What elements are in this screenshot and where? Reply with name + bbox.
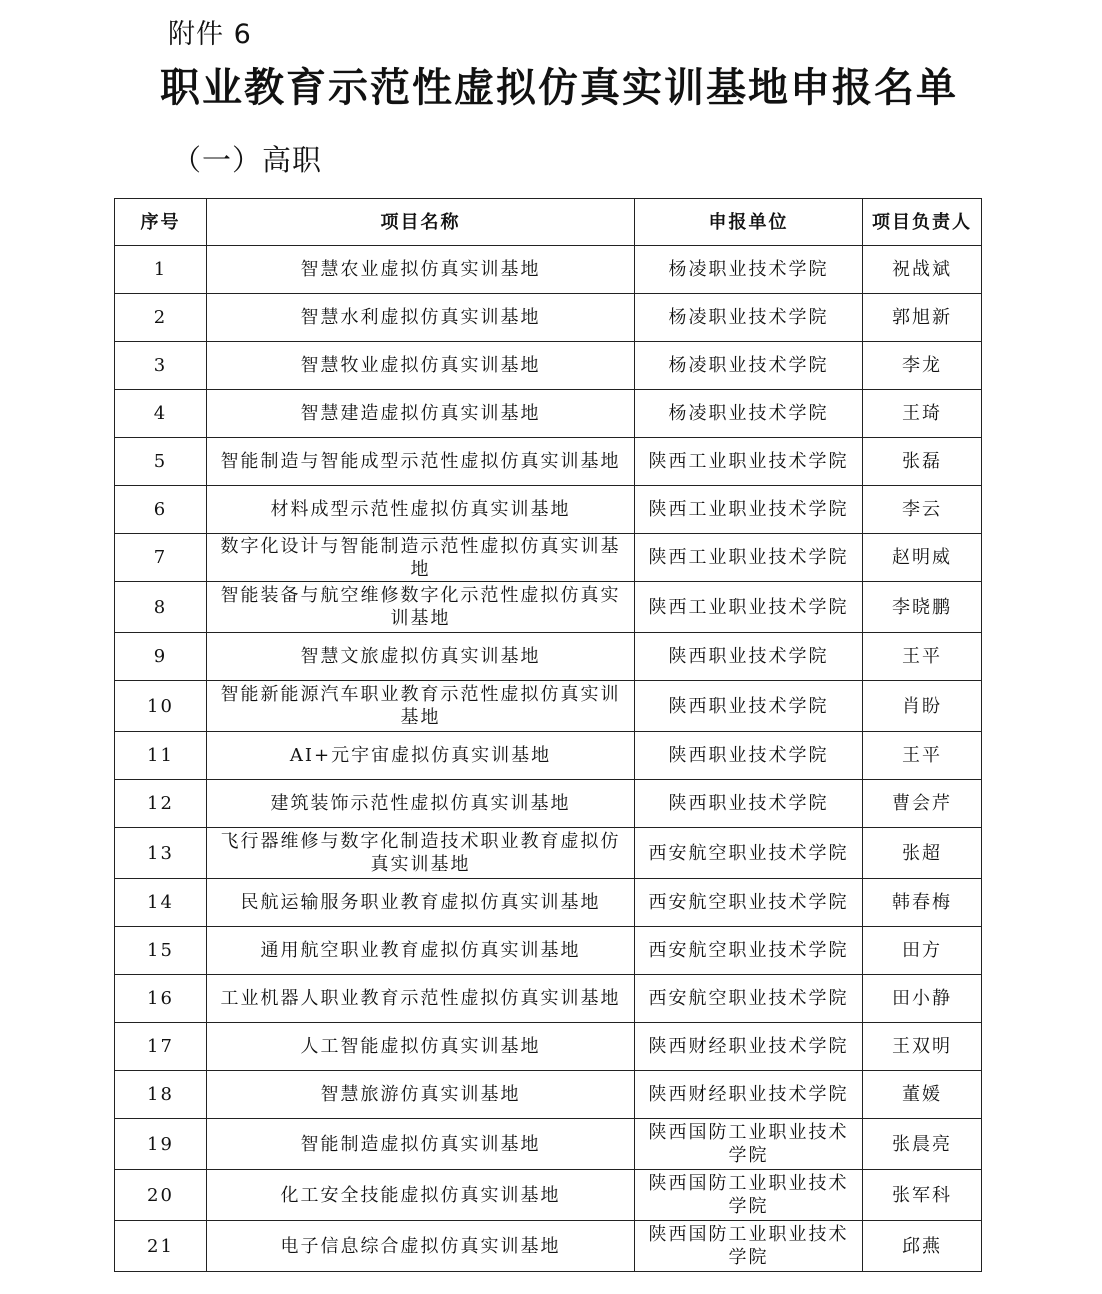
cell-applicant-unit: 陕西工业职业技术学院 <box>635 534 863 582</box>
cell-project-lead: 王平 <box>863 633 982 681</box>
header-project-lead: 项目负责人 <box>863 199 982 246</box>
cell-project-lead: 李云 <box>863 486 982 534</box>
cell-applicant-unit: 陕西工业职业技术学院 <box>635 582 863 633</box>
cell-project-lead: 肖盼 <box>863 681 982 732</box>
cell-applicant-unit: 陕西国防工业职业技术学院 <box>635 1119 863 1170</box>
cell-project-lead: 李晓鹏 <box>863 582 982 633</box>
cell-applicant-unit: 杨凌职业技术学院 <box>635 246 863 294</box>
cell-project-name: 智能制造与智能成型示范性虚拟仿真实训基地 <box>207 438 635 486</box>
table-row <box>115 582 982 633</box>
cell-project-lead: 张军科 <box>863 1170 982 1221</box>
table-row <box>115 1170 982 1221</box>
cell-project-name: 数字化设计与智能制造示范性虚拟仿真实训基地 <box>207 534 635 582</box>
table-row <box>115 1071 982 1119</box>
table-row <box>115 927 982 975</box>
header-project-name: 项目名称 <box>207 199 635 246</box>
cell-applicant-unit: 西安航空职业技术学院 <box>635 879 863 927</box>
cell-applicant-unit: 陕西职业技术学院 <box>635 780 863 828</box>
cell-number: 11 <box>115 732 207 780</box>
cell-project-lead: 祝战斌 <box>863 246 982 294</box>
attachment-label: 附件 6 <box>168 19 252 50</box>
cell-project-lead: 曹会芹 <box>863 780 982 828</box>
cell-project-name: 工业机器人职业教育示范性虚拟仿真实训基地 <box>207 975 635 1023</box>
cell-project-name: 智慧水利虚拟仿真实训基地 <box>207 294 635 342</box>
cell-applicant-unit: 陕西财经职业技术学院 <box>635 1023 863 1071</box>
cell-project-name: 智能装备与航空维修数字化示范性虚拟仿真实训基地 <box>207 582 635 633</box>
cell-project-lead: 董媛 <box>863 1071 982 1119</box>
cell-project-lead: 王双明 <box>863 1023 982 1071</box>
cell-applicant-unit: 陕西职业技术学院 <box>635 633 863 681</box>
table-row <box>115 246 982 294</box>
cell-applicant-unit: 杨凌职业技术学院 <box>635 342 863 390</box>
cell-project-name: 智慧牧业虚拟仿真实训基地 <box>207 342 635 390</box>
cell-number: 21 <box>115 1221 207 1272</box>
cell-number: 15 <box>115 927 207 975</box>
cell-number: 12 <box>115 780 207 828</box>
cell-applicant-unit: 陕西职业技术学院 <box>635 681 863 732</box>
cell-applicant-unit: 陕西工业职业技术学院 <box>635 438 863 486</box>
cell-applicant-unit: 杨凌职业技术学院 <box>635 294 863 342</box>
cell-number: 4 <box>115 390 207 438</box>
cell-applicant-unit: 陕西财经职业技术学院 <box>635 1071 863 1119</box>
cell-applicant-unit: 陕西国防工业职业技术学院 <box>635 1170 863 1221</box>
cell-project-name: 材料成型示范性虚拟仿真实训基地 <box>207 486 635 534</box>
cell-project-lead: 田小静 <box>863 975 982 1023</box>
table-row <box>115 534 982 582</box>
header-number: 序号 <box>115 199 207 246</box>
cell-number: 10 <box>115 681 207 732</box>
table-row <box>115 780 982 828</box>
table-row <box>115 438 982 486</box>
cell-applicant-unit: 陕西国防工业职业技术学院 <box>635 1221 863 1272</box>
table-row <box>115 633 982 681</box>
cell-project-name: 建筑装饰示范性虚拟仿真实训基地 <box>207 780 635 828</box>
cell-number: 6 <box>115 486 207 534</box>
cell-applicant-unit: 西安航空职业技术学院 <box>635 828 863 879</box>
table-body <box>115 246 982 1272</box>
header-applicant-unit: 申报单位 <box>635 199 863 246</box>
cell-applicant-unit: 西安航空职业技术学院 <box>635 975 863 1023</box>
cell-project-name: 电子信息综合虚拟仿真实训基地 <box>207 1221 635 1272</box>
cell-project-name: 智慧旅游仿真实训基地 <box>207 1071 635 1119</box>
cell-number: 20 <box>115 1170 207 1221</box>
table-row <box>115 1221 982 1272</box>
table-row <box>115 342 982 390</box>
cell-applicant-unit: 西安航空职业技术学院 <box>635 927 863 975</box>
cell-project-name: 化工安全技能虚拟仿真实训基地 <box>207 1170 635 1221</box>
cell-project-lead: 赵明威 <box>863 534 982 582</box>
document-title: 职业教育示范性虚拟仿真实训基地申报名单 <box>160 65 958 111</box>
cell-project-lead: 张超 <box>863 828 982 879</box>
table-row <box>115 1023 982 1071</box>
cell-project-lead: 张晨亮 <box>863 1119 982 1170</box>
cell-applicant-unit: 陕西职业技术学院 <box>635 732 863 780</box>
cell-number: 17 <box>115 1023 207 1071</box>
table-header-row <box>115 199 982 246</box>
cell-number: 2 <box>115 294 207 342</box>
cell-applicant-unit: 陕西工业职业技术学院 <box>635 486 863 534</box>
cell-project-lead: 李龙 <box>863 342 982 390</box>
section-heading: （一）高职 <box>172 143 323 177</box>
cell-project-name: 智能制造虚拟仿真实训基地 <box>207 1119 635 1170</box>
cell-project-name: 智慧建造虚拟仿真实训基地 <box>207 390 635 438</box>
table-row <box>115 879 982 927</box>
cell-project-name: 智能新能源汽车职业教育示范性虚拟仿真实训基地 <box>207 681 635 732</box>
cell-project-lead: 王琦 <box>863 390 982 438</box>
cell-number: 14 <box>115 879 207 927</box>
cell-project-lead: 田方 <box>863 927 982 975</box>
cell-project-name: 飞行器维修与数字化制造技术职业教育虚拟仿真实训基地 <box>207 828 635 879</box>
cell-number: 5 <box>115 438 207 486</box>
cell-number: 9 <box>115 633 207 681</box>
cell-project-lead: 张磊 <box>863 438 982 486</box>
cell-project-lead: 邱燕 <box>863 1221 982 1272</box>
table-row <box>115 390 982 438</box>
cell-project-name: 智慧农业虚拟仿真实训基地 <box>207 246 635 294</box>
cell-number: 18 <box>115 1071 207 1119</box>
cell-number: 8 <box>115 582 207 633</box>
cell-number: 1 <box>115 246 207 294</box>
cell-number: 16 <box>115 975 207 1023</box>
table-row <box>115 828 982 879</box>
cell-project-name: 人工智能虚拟仿真实训基地 <box>207 1023 635 1071</box>
cell-number: 13 <box>115 828 207 879</box>
table-row <box>115 1119 982 1170</box>
cell-project-name: AI+元宇宙虚拟仿真实训基地 <box>207 732 635 780</box>
cell-project-name: 通用航空职业教育虚拟仿真实训基地 <box>207 927 635 975</box>
table-row <box>115 975 982 1023</box>
table-row <box>115 681 982 732</box>
table-row <box>115 486 982 534</box>
cell-project-name: 民航运输服务职业教育虚拟仿真实训基地 <box>207 879 635 927</box>
application-list-table <box>114 198 982 1272</box>
cell-project-name: 智慧文旅虚拟仿真实训基地 <box>207 633 635 681</box>
cell-applicant-unit: 杨凌职业技术学院 <box>635 390 863 438</box>
cell-number: 7 <box>115 534 207 582</box>
cell-project-lead: 王平 <box>863 732 982 780</box>
table-row <box>115 294 982 342</box>
cell-number: 3 <box>115 342 207 390</box>
cell-project-lead: 郭旭新 <box>863 294 982 342</box>
cell-project-lead: 韩春梅 <box>863 879 982 927</box>
cell-number: 19 <box>115 1119 207 1170</box>
table-row <box>115 732 982 780</box>
